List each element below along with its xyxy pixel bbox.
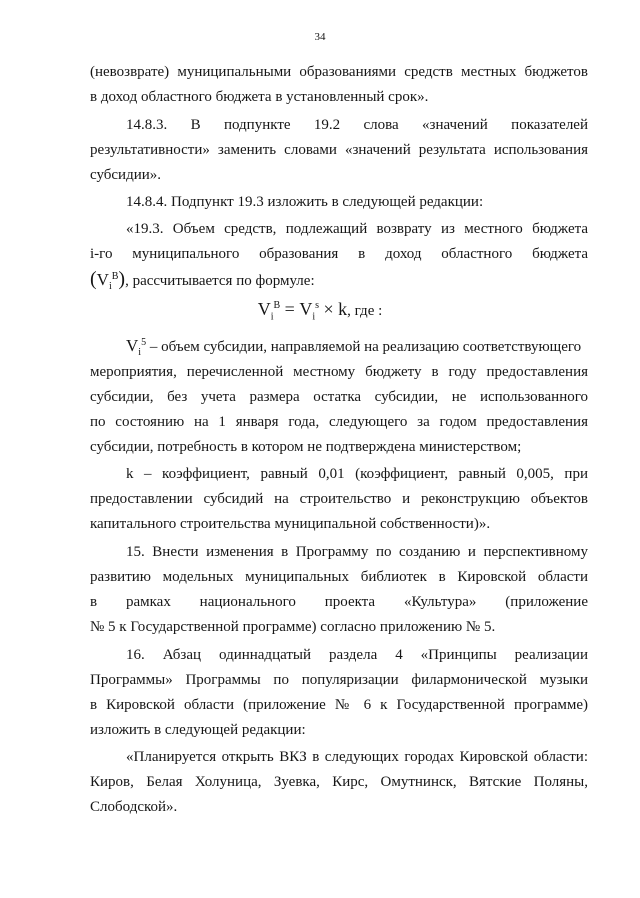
formula-close-paren: ) xyxy=(118,268,126,290)
text-line: Слободской». xyxy=(90,799,178,815)
text-line: капитального строительства муниципальной собственности)». xyxy=(90,516,491,532)
text-line: по состоянию на 1 января года, следующего за годом предоставления xyxy=(90,414,588,430)
text-line: 14.8.3. В подпункте 19.2 слова «значений показателей xyxy=(126,117,588,133)
formula-symbol-v: V xyxy=(96,270,109,289)
text-line: развитию модельных муниципальных библиотек в Кировской области xyxy=(90,569,588,585)
formula-superscript: B xyxy=(273,300,281,311)
text-line: «Планируется открыть ВКЗ в следующих городах Кировской области: xyxy=(126,749,588,765)
text-line-tail: – объем субсидии, направляемой на реализацию соответствующего xyxy=(146,339,582,355)
text-line: результативности» заменить словами «значений результата использования xyxy=(90,142,588,158)
formula-symbol-v: V xyxy=(126,336,139,355)
text-line: предоставлении субсидий на строительство и реконструкцию объектов xyxy=(90,491,588,507)
text-line: субсидии». xyxy=(90,167,162,183)
text-line: субсидии, потребность в котором не подтверждена министерством; xyxy=(90,439,522,455)
text-line: (невозврате) муниципальными образованиями средств местных бюджетов xyxy=(90,64,588,80)
text-line: № 5 к Государственной программе) согласно приложению № 5. xyxy=(90,619,496,635)
formula-equals: = xyxy=(284,299,295,319)
text-line: 14.8.4. Подпункт 19.3 изложить в следующей редакции: xyxy=(126,194,484,210)
text-line xyxy=(126,334,588,362)
formula-main xyxy=(0,295,640,329)
text-line: изложить в следующей редакции: xyxy=(90,722,306,738)
formula-subscript: i xyxy=(270,311,274,323)
formula-times: × xyxy=(323,299,334,319)
formula-superscript: B xyxy=(111,271,119,282)
text-line: мероприятия, перечисленной местному бюджету в году предоставления xyxy=(90,364,588,380)
formula-symbol-v: V xyxy=(257,299,271,319)
text-line xyxy=(90,268,588,296)
formula-tail: , где : xyxy=(347,303,383,319)
formula-open-paren: ( xyxy=(90,268,97,290)
text-line-tail: , рассчитывается по формуле: xyxy=(125,273,315,289)
text-line: Программы» Программы по популяризации филармонической музыки xyxy=(90,672,588,688)
page-number: 34 xyxy=(314,31,326,43)
formula-superscript: 5 xyxy=(141,337,147,348)
formula-subscript: i xyxy=(108,281,112,292)
text-line: в доход областного бюджета в установленный срок». xyxy=(90,89,429,105)
text-line: i-го муниципального образования в доход областного бюджета xyxy=(90,246,588,262)
text-line: k – коэффициент, равный 0,01 (коэффициент, равный 0,005, при xyxy=(126,466,588,482)
formula-superscript: s xyxy=(315,300,319,311)
text-line: 16. Абзац одиннадцатый раздела 4 «Принципы реализации xyxy=(126,647,588,663)
formula-symbol-k: k xyxy=(338,299,348,319)
formula-subscript: i xyxy=(138,347,142,358)
text-line: Киров, Белая Холуница, Зуевка, Кирс, Омутнинск, Вятские Поляны, xyxy=(90,774,588,790)
text-line: субсидии, без учета размера остатка субсидии, не использованного xyxy=(90,389,588,405)
formula-subscript: i xyxy=(312,311,316,323)
formula-symbol-v: V xyxy=(299,299,313,319)
text-line: в Кировской области (приложение № 6 к Государственной программе) xyxy=(90,697,588,713)
text-line: «19.3. Объем средств, подлежащий возврату из местного бюджета xyxy=(126,221,588,237)
text-line: в рамках национального проекта «Культура» (приложение xyxy=(90,594,588,610)
text-line: 15. Внести изменения в Программу по созданию и перспективному xyxy=(126,544,588,560)
